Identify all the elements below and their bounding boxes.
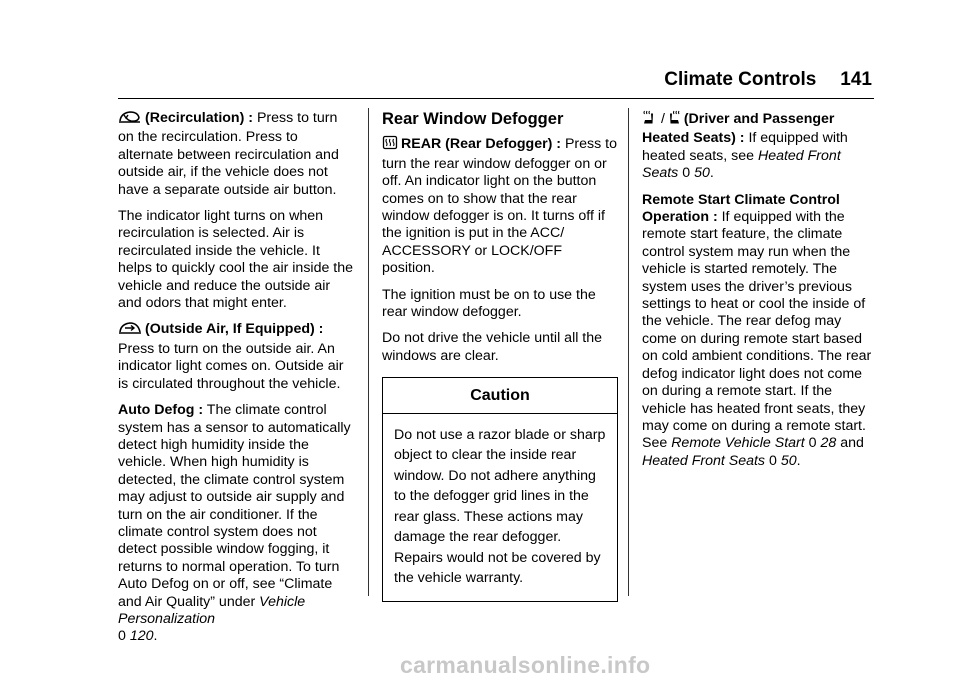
recirculation-paragraph <box>118 110 354 199</box>
auto-defog-page-link[interactable]: 120 <box>129 628 154 645</box>
drive-paragraph: Do not drive the vehicle until all the windows are clear. <box>382 330 603 364</box>
heated-seats-ref-symbol: 0 <box>682 165 691 182</box>
seat-slash: / <box>657 111 669 127</box>
rear-defogger-title: REAR (Rear Defogger) : <box>401 136 562 153</box>
auto-defog-paragraph <box>118 402 354 646</box>
heated-seats-paragraph <box>642 110 878 183</box>
rear-defogger-body: Press to turn the rear window defogger on or off. An indicator light on the button comes on to show that the rear window defogger is on. It turns off if the ignition is put in the ACC/ ACCESSORY or LOCK/OFF position. <box>382 136 618 277</box>
rear-defogger-icon <box>382 135 398 155</box>
heated-seats-page-link[interactable]: 50 <box>694 165 710 182</box>
auto-defog-title: Auto Defog : <box>118 402 204 419</box>
watermark: carmanualsonline.info <box>400 652 651 678</box>
caution-body: Do not use a razor blade or sharp object to clear the inside rear window. Do not adhere anything to the defogger grid lines in the rear glass. These actions may damage the rear defogger. Repairs would not be covered by the vehicle warranty. <box>394 426 606 587</box>
remote-ref-symbol-1: 0 <box>808 435 817 452</box>
heated-seats-ref-link[interactable]: Heated Front Seats <box>642 147 841 182</box>
remote-vehicle-start-link[interactable]: Remote Vehicle Start <box>671 435 805 452</box>
rear-defogger-paragraph <box>382 135 618 277</box>
auto-defog-period: . <box>153 628 158 645</box>
heated-seats-title: (Driver and Passenger Heated Seats) : <box>642 111 835 147</box>
column-middle <box>382 110 618 602</box>
heated-front-seats-link[interactable]: Heated Front Seats <box>642 452 766 469</box>
driver-heated-seat-icon <box>642 110 654 130</box>
column-divider-2 <box>628 108 629 596</box>
caution-title: Caution <box>383 378 617 413</box>
caution-box <box>382 377 618 601</box>
passenger-heated-seat-icon <box>669 110 681 130</box>
header-rule <box>118 98 874 99</box>
outside-air-body: Press to turn on the outside air. An indicator light comes on. Outside air is circulated throughout the vehicle. <box>118 340 344 392</box>
outside-air-paragraph <box>118 321 354 393</box>
remote-start-body: If equipped with the remote start feature, the climate control system may run when the vehicle is started remotely. The system uses the driver’s previous settings to heat or cool the inside of the vehicle. The rear defog may come on during remote start based on cold ambient conditions. The rear defog indicator light does not come on during a remote start. If the vehicle has heated front seats, they may come on during a remote start. See <box>642 209 872 452</box>
remote-period: . <box>796 452 801 469</box>
outside-air-icon <box>118 321 142 340</box>
heated-seats-body: If equipped with heated seats, see <box>642 130 848 164</box>
auto-defog-ref-link[interactable]: Vehicle Personalization <box>118 593 306 627</box>
remote-page-link-1[interactable]: 28 <box>820 435 837 452</box>
outside-air-title: (Outside Air, If Equipped) : <box>145 321 324 338</box>
remote-start-paragraph <box>642 192 878 471</box>
remote-ref-symbol-2: 0 <box>768 452 777 469</box>
auto-defog-body: The climate control system has a sensor to automatically detect high humidity inside the vehicle. When high humidity is detected, the climate control system may adjust to outside air supply and turn on the air conditioner. If the climate control system does not detect possible window fogging, it returns to normal operation. To turn Auto Defog on or off, see “Climate and Air Quality” under <box>118 402 351 610</box>
section-title: Climate Controls <box>664 69 817 90</box>
heated-seats-period: . <box>709 165 714 182</box>
indicator-paragraph: The indicator light turns on when recirculation is selected. Air is recirculated inside the vehicle. It helps to quickly cool the air inside the vehicle and reduce the outside air and odors that might enter. <box>118 208 354 312</box>
page-header <box>664 69 872 91</box>
remote-page-link-2[interactable]: 50 <box>780 452 797 469</box>
page-number: 141 <box>840 69 872 90</box>
rear-defogger-heading: Rear Window Defogger <box>382 110 564 128</box>
and-text: and <box>836 435 864 452</box>
remote-start-title: Remote Start Climate Control Operation : <box>642 191 840 226</box>
recirculation-title: (Recirculation) : <box>145 110 253 126</box>
recirculation-icon <box>118 110 142 129</box>
recirculation-body: Press to turn on the recirculation. Press to alternate between recirculation and outside air, if the vehicle does not have a separate outside air button. <box>118 110 339 198</box>
column-right <box>642 110 878 479</box>
auto-defog-ref-symbol: 0 <box>118 628 126 645</box>
ignition-paragraph: The ignition must be on to use the rear window defogger. <box>382 286 596 321</box>
column-left <box>118 110 354 655</box>
column-divider-1 <box>368 108 369 596</box>
